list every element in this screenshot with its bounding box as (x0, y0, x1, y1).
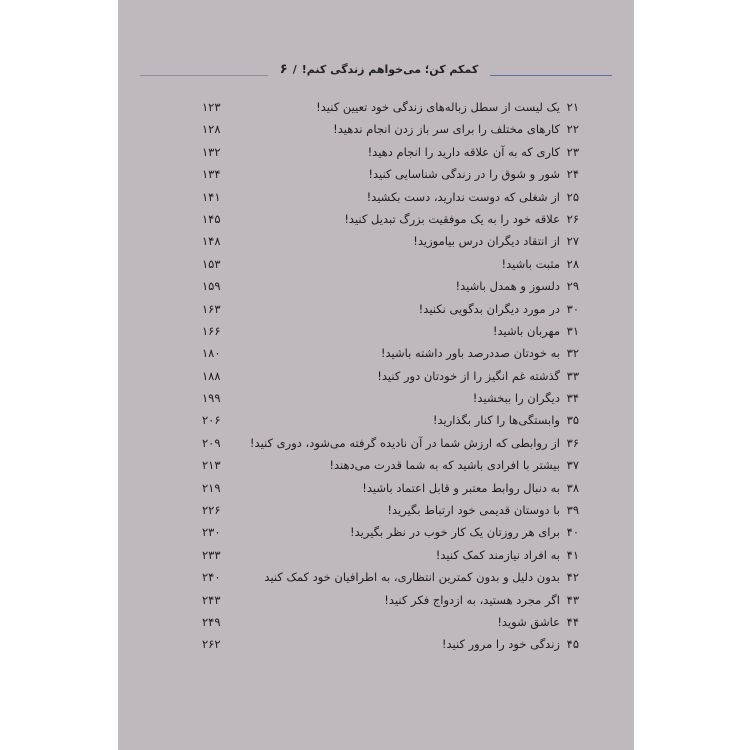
toc-entry (118, 276, 634, 298)
toc-entry-page: ۱۹۹ (202, 391, 221, 406)
toc-entry-title (350, 525, 579, 539)
toc-entry-number: ۳۸ (566, 480, 579, 495)
toc-entry (118, 612, 634, 634)
page-number: ۶ (279, 62, 288, 77)
toc-entry-page: ۲۴۰ (202, 570, 221, 585)
toc-entry-page: ۲۳۰ (202, 525, 221, 540)
toc-entry-page: ۱۵۹ (202, 279, 221, 294)
toc-entry-text: شور و شوق را در زندگی شناسایی کنید! (368, 167, 560, 182)
header-rule-left (140, 75, 268, 76)
toc-entry-number: ۳۷ (566, 458, 579, 473)
toc-entry-text: از انتقاد دیگران درس بیاموزید! (413, 234, 560, 249)
toc-entry-number: ۴۵ (566, 637, 579, 652)
toc-entry-title (497, 615, 579, 629)
toc-entry (118, 500, 634, 522)
toc-entry-page: ۲۶۲ (202, 637, 221, 652)
toc-entry-title (473, 391, 579, 405)
book-page (118, 0, 634, 750)
toc-entry-page: ۲۰۶ (202, 413, 221, 428)
toc-entry-title (442, 637, 579, 651)
toc-entry-number: ۲۵ (566, 189, 579, 204)
toc-entry-title (384, 593, 579, 607)
toc-entry-page: ۱۶۳ (202, 301, 221, 316)
toc-entry-page: ۱۲۳ (202, 100, 221, 114)
toc-entry-number: ۳۶ (566, 435, 579, 450)
toc-entry-page: ۱۴۸ (202, 234, 221, 249)
toc-entry-page: ۲۴۹ (202, 614, 221, 629)
toc-entry-number: ۴۴ (566, 614, 579, 629)
toc-entry-page: ۱۸۰ (202, 346, 221, 361)
toc-entry-page: ۱۴۱ (202, 189, 221, 204)
toc-entry (118, 545, 634, 567)
toc-entry-title (362, 481, 579, 495)
toc-entry-text: به دنبال روابط معتبر و قابل اعتماد باشید! (362, 480, 560, 495)
toc-entry-title (413, 234, 579, 248)
toc-entry (118, 567, 634, 589)
toc-entry (118, 343, 634, 365)
toc-entry-text: از شغلی که دوست ندارید، دست بکشید! (366, 189, 560, 204)
toc-entry-number: ۲۶ (566, 211, 579, 226)
toc-entry-title (368, 145, 579, 159)
toc-entry-title (501, 257, 579, 271)
toc-entry-number: ۲۱ (566, 100, 579, 114)
toc-entry (118, 366, 634, 388)
toc-entry-text: کاری که به آن علاقه دارید را انجام دهید! (367, 144, 560, 159)
toc-entry-text: به افراد نیازمند کمک کنید! (435, 547, 560, 562)
toc-entry-page: ۲۲۶ (202, 503, 221, 518)
toc-entry-page: ۱۳۴ (202, 167, 221, 182)
toc-entry-title (333, 122, 579, 136)
toc-entry-text: دلسوز و همدل باشید! (455, 279, 560, 294)
toc-entry-title (433, 413, 579, 427)
toc-entry (118, 142, 634, 164)
toc-entry-text: وابستگی‌ها را کنار بگذارید! (432, 413, 560, 428)
toc-entry-text: علاقه خود را به یک موفقیت بزرگ تبدیل کنید! (344, 211, 560, 226)
toc-entry-number: ۴۲ (566, 570, 579, 585)
running-head (268, 62, 490, 77)
toc-entry-title (250, 436, 579, 450)
toc-entry (118, 299, 634, 321)
toc-entry-page: ۱۶۶ (202, 323, 221, 338)
toc-entry-title (329, 458, 579, 472)
toc-entry-title (368, 167, 579, 181)
toc-entry-page: ۱۸۸ (202, 368, 221, 383)
toc-entry-page: ۲۱۳ (202, 458, 221, 473)
toc-entry (118, 119, 634, 141)
toc-entry-title (419, 302, 579, 316)
toc-entry-number: ۲۸ (566, 256, 579, 271)
toc-entry-number: ۳۰ (566, 301, 579, 316)
toc-entry (118, 455, 634, 477)
toc-entry (118, 209, 634, 231)
book-title: کمکم کن؛ می‌خواهم زندگی کنم! (301, 63, 479, 76)
toc-entry-title (367, 190, 579, 204)
toc-entry (118, 97, 634, 119)
toc-entry-text: بیشتر با افرادی باشید که به شما قدرت می‌دهند! (329, 458, 560, 473)
page-header (118, 58, 634, 82)
toc-entry-page: ۲۳۳ (202, 547, 221, 562)
table-of-contents (118, 97, 634, 657)
toc-entry-text: اگر مجرد هستید، به ازدواج فکر کنید! (384, 592, 560, 607)
toc-entry-text: مثبت باشید! (501, 256, 560, 271)
toc-entry-number: ۲۳ (566, 144, 579, 159)
toc-entry (118, 478, 634, 500)
toc-entry-page: ۱۴۵ (202, 211, 221, 226)
toc-entry-number: ۴۱ (566, 547, 579, 562)
toc-entry-text: برای هر روزتان یک کار خوب در نظر بگیرید! (350, 525, 560, 540)
toc-entry-number: ۲۴ (566, 167, 579, 182)
toc-entry-title (387, 503, 579, 517)
toc-entry-page: ۱۵۳ (202, 256, 221, 271)
toc-entry (118, 522, 634, 544)
toc-entry-text: زندگی خود را مرور کنید! (441, 637, 560, 652)
toc-entry (118, 590, 634, 612)
toc-entry-number: ۳۲ (566, 346, 579, 361)
toc-entry-text: در مورد دیگران بدگویی نکنید! (418, 301, 560, 316)
toc-entry-text: مهربان باشید! (492, 323, 560, 338)
toc-entry (118, 187, 634, 209)
header-rule-right (490, 75, 612, 76)
toc-entry-number: ۳۱ (566, 323, 579, 338)
toc-entry-page: ۲۱۹ (202, 480, 221, 495)
toc-entry-number: ۳۵ (566, 413, 579, 428)
toc-entry-page: ۱۲۸ (202, 122, 221, 137)
toc-entry-number: ۲۷ (566, 234, 579, 249)
toc-entry (118, 388, 634, 410)
toc-entry-number: ۳۳ (566, 368, 579, 383)
toc-entry (118, 254, 634, 276)
toc-entry-title (377, 369, 579, 383)
toc-entry-text: از روابطی که ارزش شما در آن نادیده گرفته می‌شود، دوری کنید! (249, 435, 560, 450)
toc-entry-number: ۲۲ (566, 122, 579, 137)
toc-entry-title (264, 570, 579, 584)
toc-entry-text: دیگران را ببخشید! (472, 391, 560, 406)
toc-entry-number: ۲۹ (566, 279, 579, 294)
toc-entry-number: ۴۳ (566, 592, 579, 607)
toc-entry-page: ۱۳۲ (202, 144, 221, 159)
toc-entry (118, 410, 634, 432)
toc-entry-title (381, 346, 579, 360)
toc-entry (118, 321, 634, 343)
toc-entry-text: عاشق شوید! (497, 614, 560, 629)
toc-entry-title (493, 324, 579, 338)
toc-entry-title (456, 279, 579, 293)
toc-entry-text: بدون دلیل و بدون کمترین انتظاری، به اطرافیان خود کمک کنید (264, 570, 560, 585)
toc-entry-text: با دوستان قدیمی خود ارتباط بگیرید! (387, 503, 560, 518)
toc-entry-title (316, 100, 579, 114)
toc-entry (118, 164, 634, 186)
toc-entry (118, 634, 634, 656)
toc-entry-title (436, 548, 579, 562)
toc-entry-number: ۳۴ (566, 391, 579, 406)
toc-entry-text: گذشته غم انگیز را از خودتان دور کنید! (377, 368, 560, 383)
toc-entry-text: به خودتان صددرصد باور داشته باشید! (380, 346, 560, 361)
toc-entry-number: ۳۹ (566, 503, 579, 518)
toc-entry-text: یک لیست از سطل زباله‌های زندگی خود تعیین کنید! (316, 100, 560, 114)
toc-entry-number: ۴۰ (566, 525, 579, 540)
toc-entry-page: ۲۰۹ (202, 435, 221, 450)
toc-entry (118, 433, 634, 455)
toc-entry-text: کارهای مختلف را برای سر باز زدن انجام ندهید! (333, 122, 560, 137)
header-separator: / (292, 63, 297, 76)
toc-entry-page: ۲۴۳ (202, 592, 221, 607)
toc-entry (118, 231, 634, 253)
toc-entry-title (344, 212, 579, 226)
